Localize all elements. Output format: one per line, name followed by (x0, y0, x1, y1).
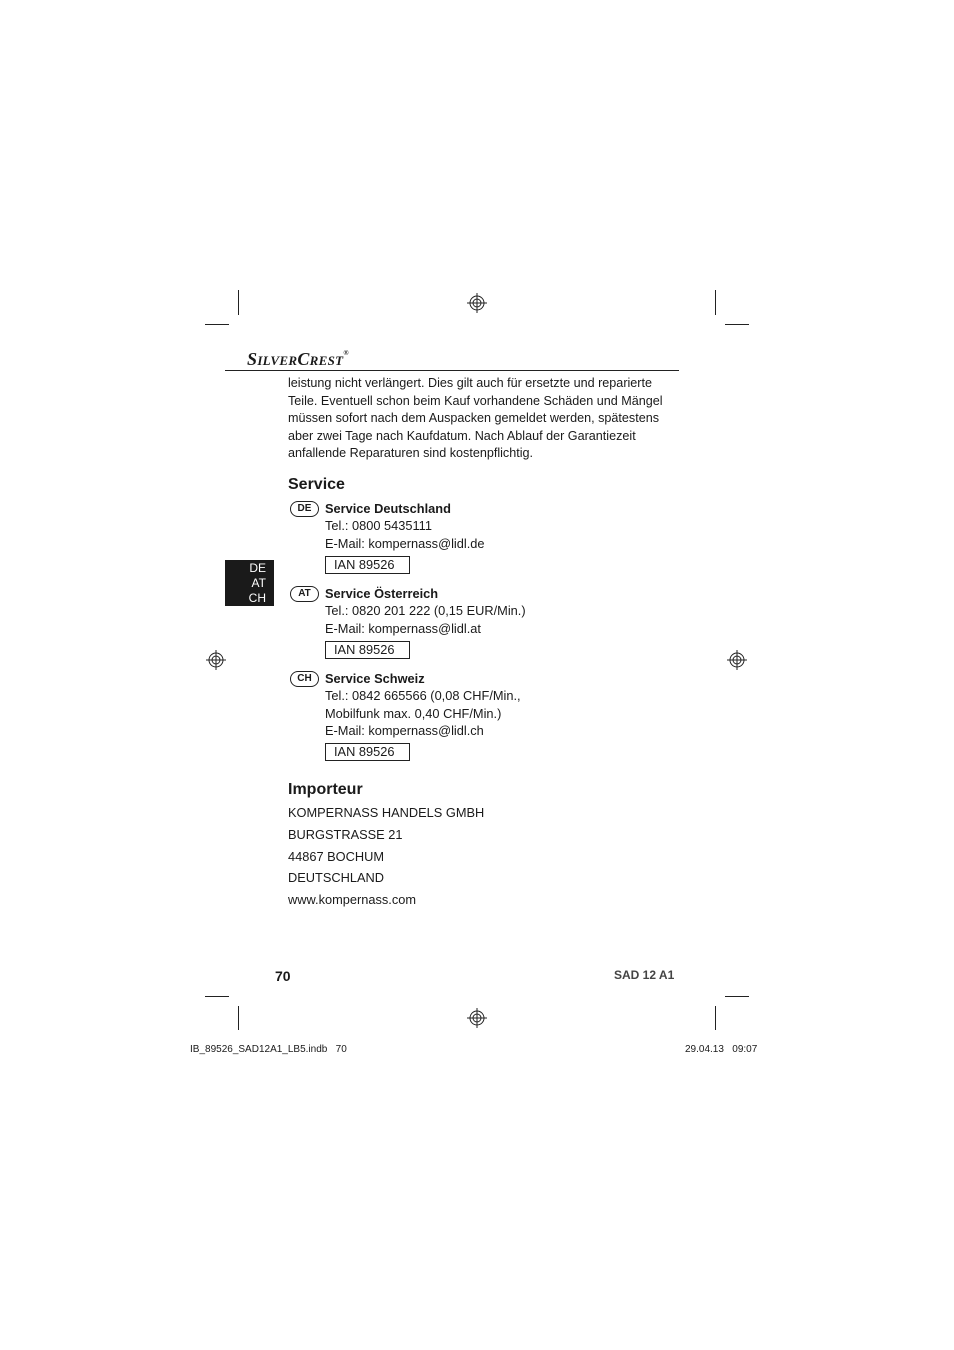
service-title-ch: Service Schweiz (325, 671, 425, 686)
print-slug-datetime: 29.04.13 09:07 (685, 1044, 758, 1055)
service-heading: Service (288, 476, 345, 493)
service-email-de: E-Mail: kompernass@lidl.de (325, 536, 485, 551)
page-number: 70 (275, 968, 291, 984)
crop-mark (725, 996, 749, 997)
crop-mark (715, 1006, 716, 1030)
registration-mark-icon (467, 1008, 487, 1028)
intro-paragraph: leistung nicht verlängert. Dies gilt auch für ersetzte und reparierte Teile. Eventuell schon beim Kauf vorhandene Schäden und Mängel müssen sofort nach dem Auspacken gemeldet werden, spätestens aber zwei Tage nach Kaufdatum. Nach Ablauf der Garantiezeit anfallende Reparaturen sind kostenpflichtig. (288, 376, 663, 461)
registration-mark-icon (206, 650, 226, 670)
country-badge-ch: CH (290, 671, 319, 687)
service-title-at: Service Österreich (325, 586, 439, 601)
importeur-heading: Importeur (288, 781, 363, 798)
service-phone-de: Tel.: 0800 5435111 (325, 518, 432, 533)
ian-box-de: IAN 89526 (325, 556, 410, 574)
crop-mark (238, 1006, 239, 1030)
registration-mark-icon (727, 650, 747, 670)
service-email-at: E-Mail: kompernass@lidl.at (325, 621, 481, 636)
importeur-company: KOMPERNASS HANDELS GMBH (288, 805, 485, 820)
country-badge-de: DE (290, 501, 319, 517)
importeur-city: 44867 BOCHUM (288, 849, 385, 864)
crop-mark (238, 290, 239, 315)
ian-box-at: IAN 89526 (325, 641, 410, 659)
country-badge-at: AT (290, 586, 319, 602)
crop-mark (205, 324, 229, 325)
importeur-website: www.kompernass.com (288, 892, 417, 907)
service-phone-at: Tel.: 0820 201 222 (0,15 EUR/Min.) (325, 603, 526, 618)
model-number: SAD 12 A1 (614, 968, 675, 982)
crop-mark (205, 996, 229, 997)
crop-mark (725, 324, 749, 325)
language-tab: DE AT CH (225, 560, 274, 606)
brand-logo: SILVERCREST® (247, 349, 349, 369)
importeur-street: BURGSTRASSE 21 (288, 827, 403, 842)
header-rule (225, 370, 679, 371)
importeur-country: DEUTSCHLAND (288, 870, 384, 885)
ian-box-ch: IAN 89526 (325, 743, 410, 761)
crop-mark (715, 290, 716, 315)
service-title-de: Service Deutschland (325, 501, 451, 516)
print-slug-file: IB_89526_SAD12A1_LB5.indb 70 (190, 1044, 347, 1055)
registration-mark-icon (467, 293, 487, 313)
service-phone-ch: Tel.: 0842 665566 (0,08 CHF/Min., (325, 688, 521, 703)
service-phone-mobile-ch: Mobilfunk max. 0,40 CHF/Min.) (325, 706, 502, 721)
service-email-ch: E-Mail: kompernass@lidl.ch (325, 723, 484, 738)
